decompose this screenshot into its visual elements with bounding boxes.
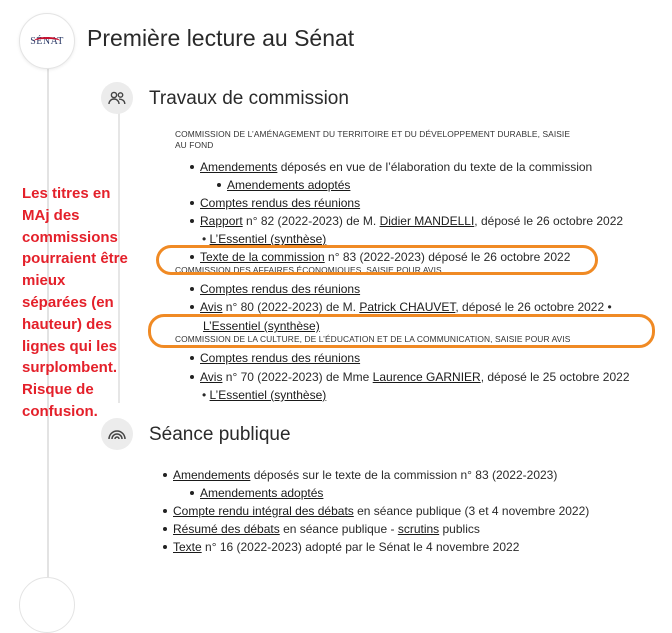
- separator-dot: •: [202, 388, 210, 402]
- item-text: n° 70 (2022-2023) de Mme: [222, 370, 373, 384]
- bullet-icon: [190, 219, 194, 223]
- comptes-rendus-link[interactable]: Comptes rendus des réunions: [200, 196, 361, 210]
- author-link[interactable]: Didier MANDELLI: [379, 214, 475, 228]
- item-text: , déposé le 26 octobre 2022 •: [455, 300, 612, 314]
- amendements-adoptes-link[interactable]: Amendements adoptés: [227, 178, 351, 192]
- page-title: Première lecture au Sénat: [87, 25, 355, 51]
- caption-line-1: COMMISSION DE L’AMÉNAGEMENT DU TERRITOIRE ET DU DÉVELOPPEMENT DURABLE, SAISIE: [175, 129, 571, 139]
- item-text: en séance publique -: [279, 522, 398, 536]
- list-item: [217, 178, 350, 192]
- rapport-link[interactable]: Rapport: [200, 214, 243, 228]
- bullet-icon: [190, 356, 194, 360]
- list-item: [190, 196, 360, 210]
- list-item: [190, 486, 323, 500]
- compte-rendu-link[interactable]: Compte rendu intégral des débats: [173, 504, 354, 518]
- list-item: [190, 282, 360, 296]
- comptes-rendus-link[interactable]: Comptes rendus des réunions: [200, 351, 361, 365]
- hemicycle-icon: [101, 418, 133, 450]
- texte-commission-link[interactable]: Texte de la commission: [200, 250, 325, 264]
- section-title-commission: Travaux de commission: [149, 88, 349, 109]
- separator-dot: •: [202, 232, 210, 246]
- essentiel-link[interactable]: L’Essentiel (synthèse): [209, 232, 327, 246]
- item-text: n° 80 (2022-2023) de M.: [222, 300, 360, 314]
- resume-link[interactable]: Résumé des débats: [173, 522, 280, 536]
- item-text: publics: [439, 522, 480, 536]
- list-item: [190, 351, 360, 365]
- amendements-link[interactable]: Amendements: [200, 160, 278, 174]
- item-text: n° 16 (2022-2023) adopté par le Sénat le 4 novembre 2022: [201, 540, 520, 554]
- list-item: [163, 504, 589, 518]
- list-item: [163, 540, 519, 554]
- list-item: [202, 232, 326, 246]
- essentiel-link[interactable]: L’Essentiel (synthèse): [203, 319, 320, 333]
- author-link[interactable]: Patrick CHAUVET: [359, 300, 456, 314]
- avis-link[interactable]: Avis: [200, 370, 223, 384]
- timeline-node: [19, 577, 75, 633]
- list-item: [163, 468, 557, 482]
- section-title-seance: Séance publique: [149, 424, 291, 445]
- list-item: [202, 388, 326, 402]
- amendements-link[interactable]: Amendements: [173, 468, 251, 482]
- bullet-icon: [163, 527, 167, 531]
- amendements-adoptes-link[interactable]: Amendements adoptés: [200, 486, 324, 500]
- commission-caption-1: [175, 129, 570, 151]
- commission-caption-2: COMMISSION DES AFFAIRES ÉCONOMIQUES, SAISIE POUR AVIS: [175, 265, 442, 275]
- senat-logo: [19, 13, 75, 69]
- logo-text: SÉNAT: [30, 35, 64, 47]
- essentiel-link[interactable]: L’Essentiel (synthèse): [209, 388, 327, 402]
- item-text: n° 82 (2022-2023) de M.: [242, 214, 380, 228]
- list-item: [190, 214, 623, 228]
- highlight-oval: [156, 245, 598, 275]
- bullet-icon: [190, 201, 194, 205]
- list-item: [190, 370, 630, 384]
- bullet-icon: [163, 473, 167, 477]
- commission-caption-3: COMMISSION DE LA CULTURE, DE L’ÉDUCATION ET DE LA COMMUNICATION, SAISIE POUR AVIS: [175, 334, 571, 344]
- item-text: n° 83 (2022-2023) déposé le 26 octobre 2022: [324, 250, 571, 264]
- scrutins-link[interactable]: scrutins: [397, 522, 440, 536]
- item-text: déposés en vue de l’élaboration du texte de la commission: [277, 160, 593, 174]
- list-item: [190, 160, 592, 174]
- bullet-icon: [190, 305, 194, 309]
- list-item: [163, 522, 480, 536]
- avis-link[interactable]: Avis: [200, 300, 223, 314]
- bullet-icon: [190, 375, 194, 379]
- logo-swoosh: [34, 37, 60, 45]
- bullet-icon: [190, 165, 194, 169]
- comptes-rendus-link[interactable]: Comptes rendus des réunions: [200, 282, 361, 296]
- caption-line-2: AU FOND: [175, 140, 214, 150]
- bullet-icon: [163, 545, 167, 549]
- list-item: [190, 300, 612, 314]
- bullet-icon: [190, 491, 194, 495]
- bullet-icon: [217, 183, 221, 187]
- item-text: , déposé le 25 octobre 2022: [480, 370, 630, 384]
- highlight-oval: [148, 314, 655, 348]
- annotation-text: Les titres en MAj des commissions pourraient être mieux séparées (en hauteur) des lignes qui les surplombent. Risque de confusion.: [22, 185, 128, 420]
- item-text: en séance publique (3 et 4 novembre 2022): [353, 504, 590, 518]
- bullet-icon: [190, 287, 194, 291]
- bullet-icon: [163, 509, 167, 513]
- author-link[interactable]: Laurence GARNIER: [372, 370, 481, 384]
- item-text: déposés sur le texte de la commission n° 83 (2022-2023): [250, 468, 558, 482]
- texte-link[interactable]: Texte: [173, 540, 202, 554]
- item-text: , déposé le 26 octobre 2022: [474, 214, 624, 228]
- people-icon: [101, 82, 133, 114]
